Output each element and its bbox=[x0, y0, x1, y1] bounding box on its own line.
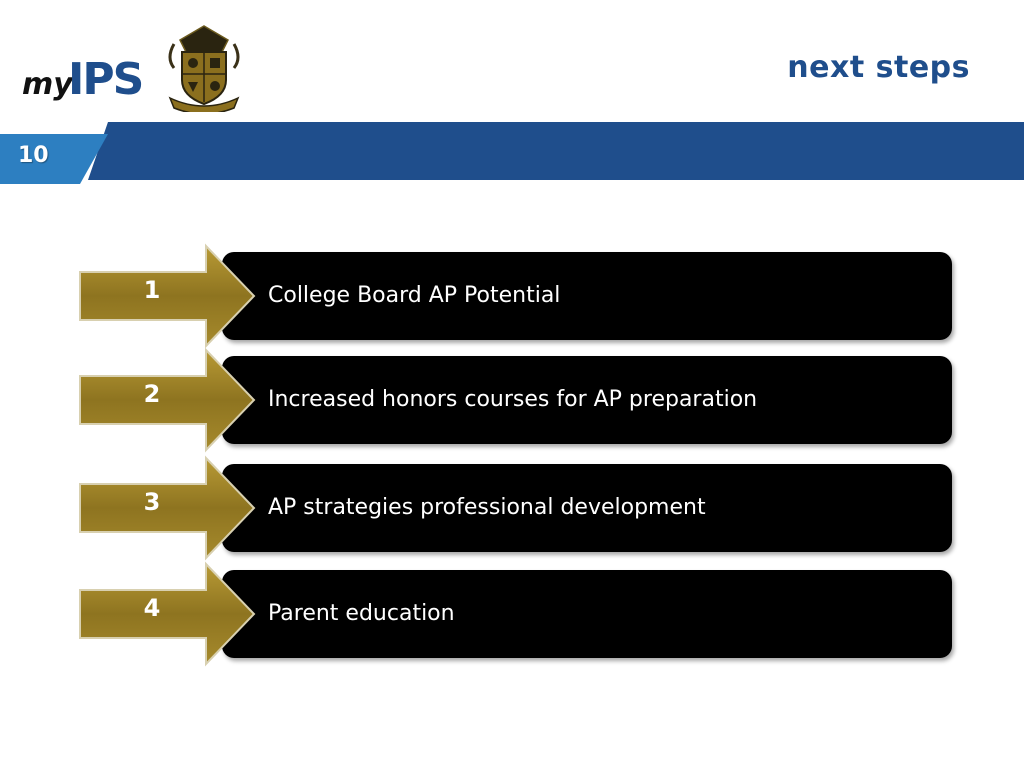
page-title: next steps bbox=[787, 50, 970, 85]
crest-icon bbox=[164, 18, 244, 112]
step-box bbox=[222, 356, 952, 444]
step-box bbox=[222, 570, 952, 658]
step-number: 3 bbox=[143, 488, 161, 516]
step-number: 4 bbox=[143, 594, 161, 622]
step-box bbox=[222, 252, 952, 340]
step-label: Increased honors courses for AP preparation bbox=[268, 387, 758, 412]
step-label: Parent education bbox=[268, 601, 455, 626]
step-item-4 bbox=[0, 562, 1024, 672]
district-crest bbox=[164, 18, 244, 112]
myips-logo-mark bbox=[22, 50, 148, 106]
myips-logo bbox=[22, 50, 148, 106]
step-item-3 bbox=[0, 456, 1024, 566]
step-item-2 bbox=[0, 348, 1024, 458]
logo-highlight: IPS bbox=[68, 54, 143, 105]
band-dark bbox=[88, 122, 1024, 180]
step-label: AP strategies professional development bbox=[268, 495, 706, 520]
step-box bbox=[222, 464, 952, 552]
header-band bbox=[0, 122, 1024, 184]
step-number: 1 bbox=[143, 276, 161, 304]
logo-prefix: my bbox=[22, 67, 73, 102]
slide-number: 10 bbox=[18, 143, 49, 168]
step-item-1 bbox=[0, 244, 1024, 354]
step-label: College Board AP Potential bbox=[268, 283, 561, 308]
step-number: 2 bbox=[143, 380, 161, 408]
